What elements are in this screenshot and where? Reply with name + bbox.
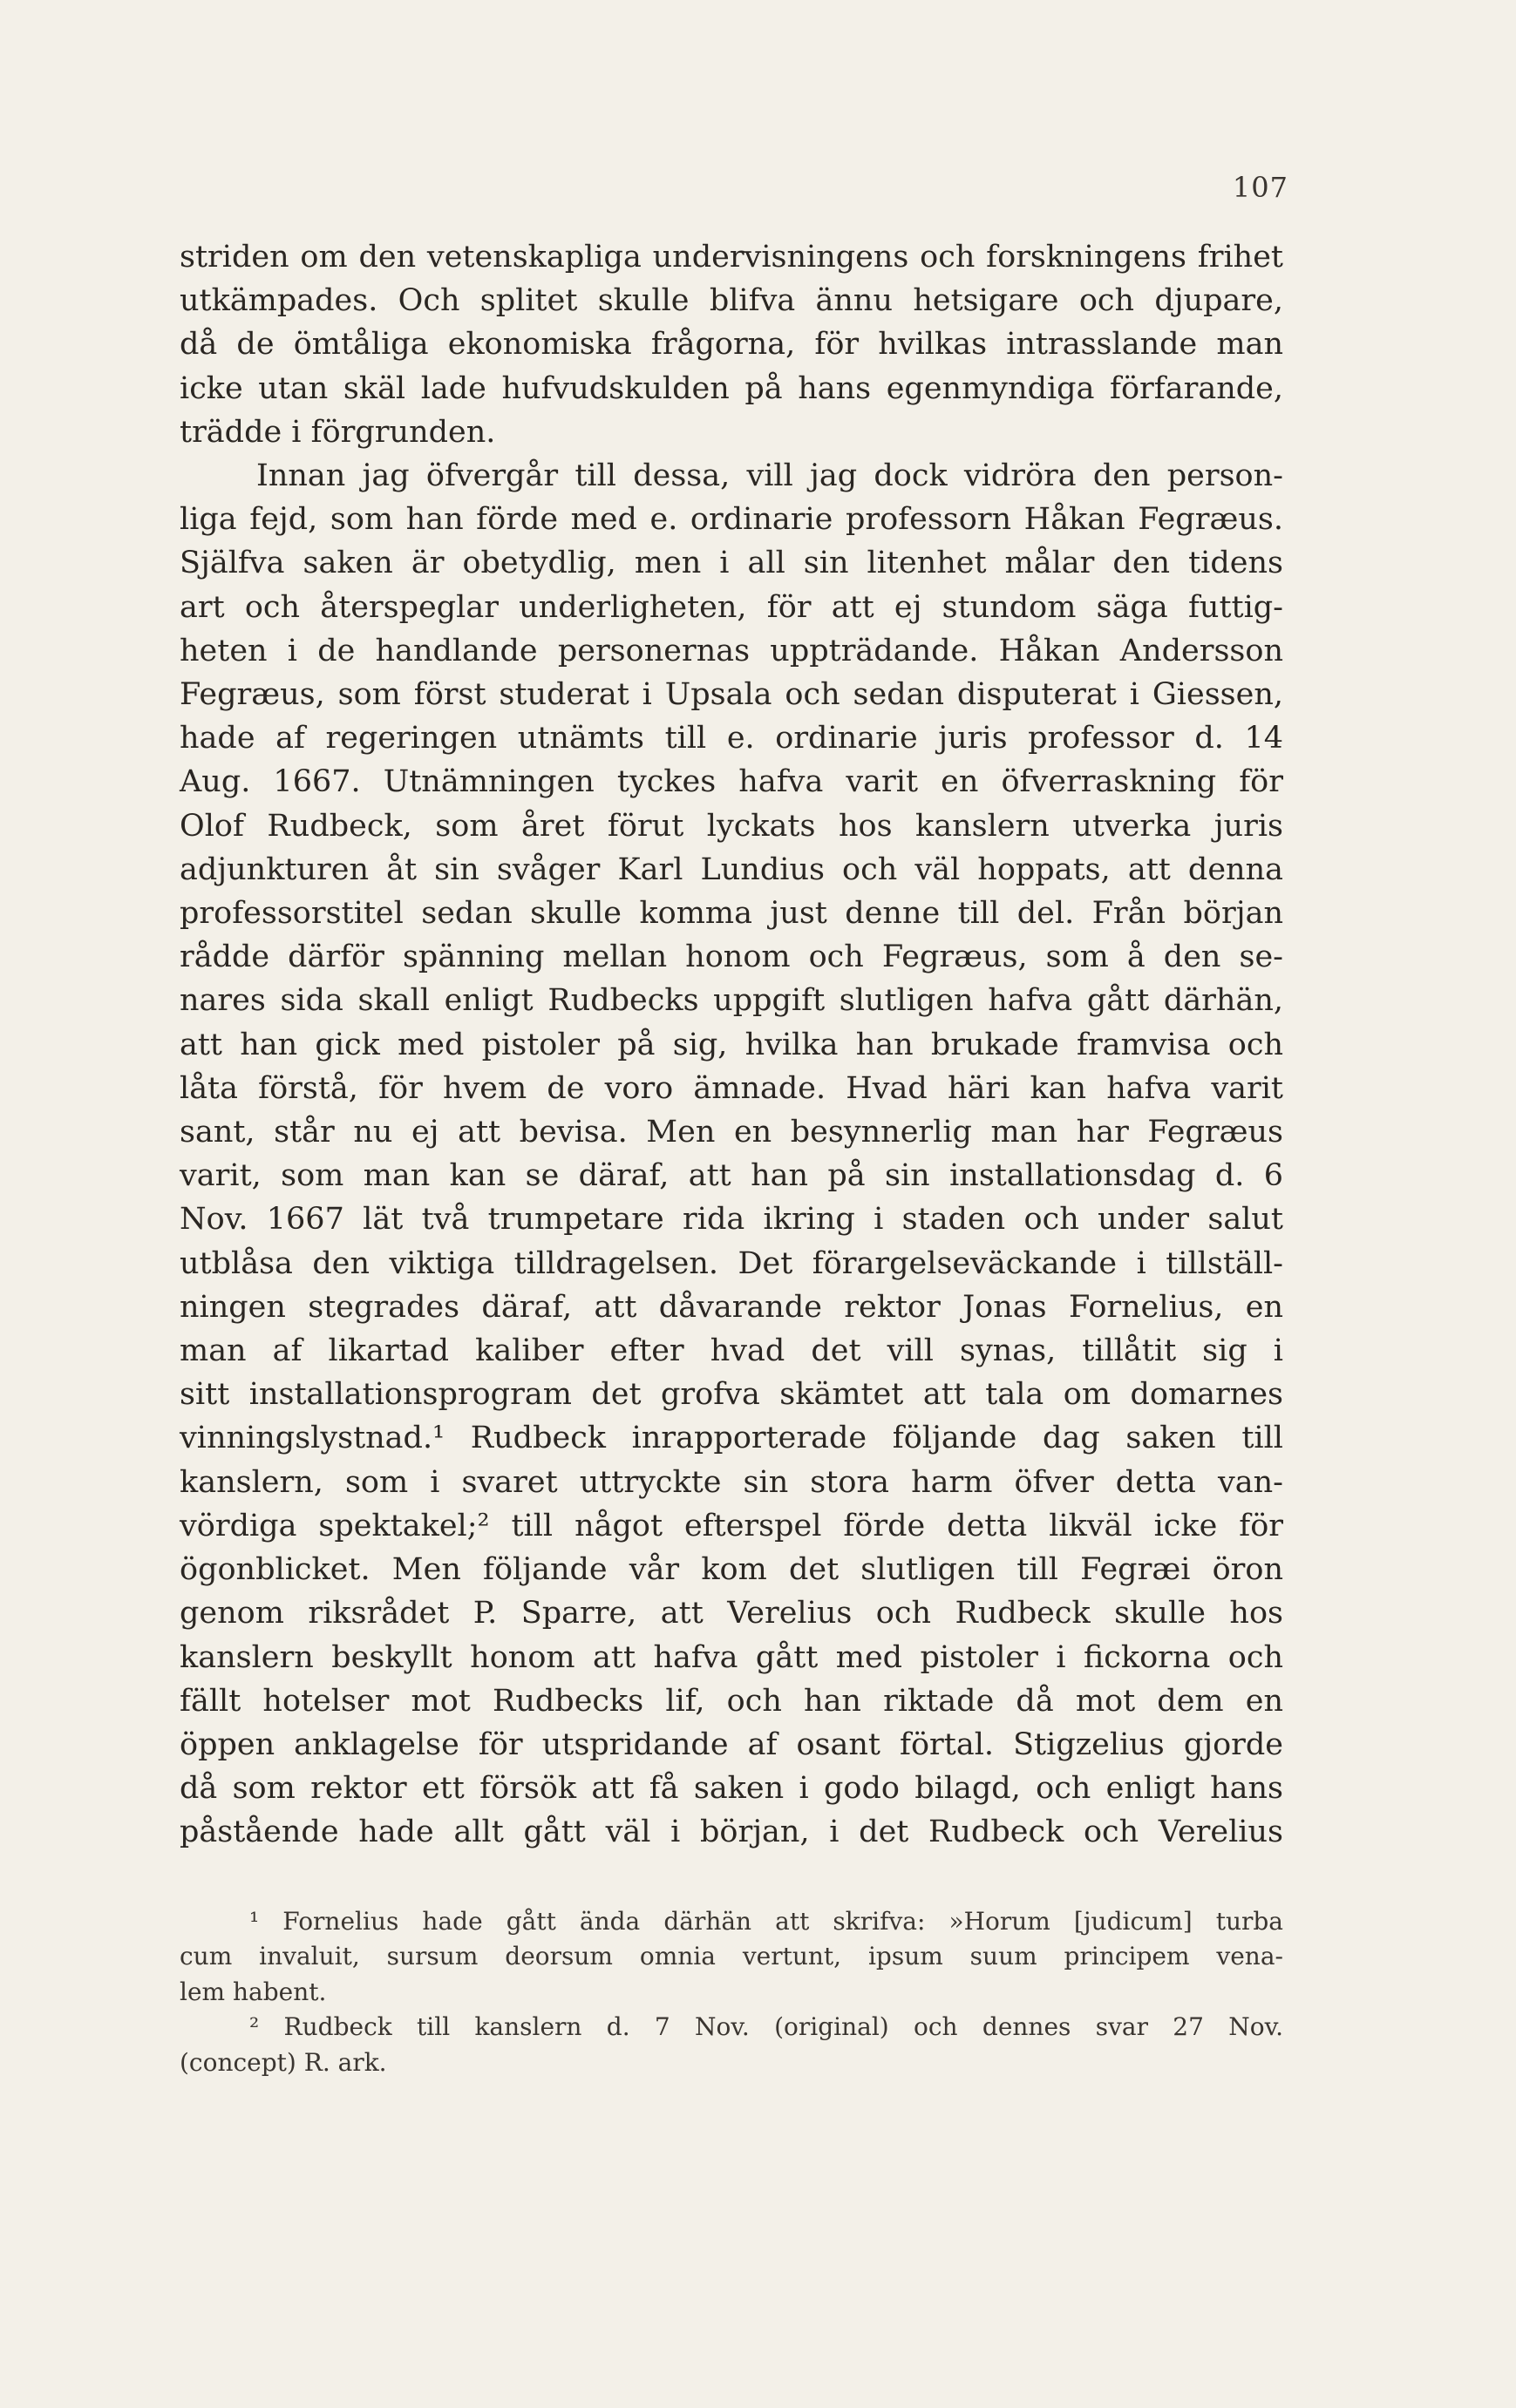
text-line: ögonblicket. Men följande vår kom det slutligen till Fegræi öron xyxy=(180,1552,1283,1588)
text-line: Innan jag öfvergår till dessa, vill jag dock vidröra den person- xyxy=(256,458,1283,494)
footnote-line: ² Rudbeck till kanslern d. 7 Nov. (original) och dennes svar 27 Nov. xyxy=(249,2012,1283,2042)
text-line: då de ömtåliga ekonomiska frågorna, för hvilkas intrasslande man xyxy=(180,327,1283,363)
text-line: Aug. 1667. Utnämningen tyckes hafva varit en öfverraskning för xyxy=(180,764,1283,800)
text-line: öppen anklagelse för utspridande af osant förtal. Stigzelius gjorde xyxy=(180,1726,1283,1762)
text-line: art och återspeglar underligheten, för att ej stundom säga futtig- xyxy=(180,589,1283,625)
footnote-line: (concept) R. ark. xyxy=(180,2047,387,2077)
text-line: att han gick med pistoler på sig, hvilka han brukade framvisa och xyxy=(180,1027,1283,1062)
text-line: Olof Rudbeck, som året förut lyckats hos kanslern utverka juris xyxy=(180,808,1283,844)
text-line: påstående hade allt gått väl i början, i det Rudbeck och Verelius xyxy=(180,1814,1283,1850)
text-line: man af likartad kaliber efter hvad det vill synas, tillåtit sig i xyxy=(180,1333,1283,1369)
text-line: Fegræus, som först studerat i Upsala och sedan disputerat i Giessen, xyxy=(180,677,1283,713)
text-line: Själfva saken är obetydlig, men i all sin litenhet målar den tidens xyxy=(180,546,1283,581)
text-line: nares sida skall enligt Rudbecks uppgift slutligen hafva gått därhän, xyxy=(180,983,1283,1019)
text-line: Nov. 1667 lät två trumpetare rida ikring i staden och under salut xyxy=(180,1202,1283,1238)
text-line: utkämpades. Och splitet skulle blifva ännu hetsigare och djupare, xyxy=(180,283,1283,319)
text-line: hade af regeringen utnämts till e. ordinarie juris professor d. 14 xyxy=(180,721,1283,756)
footnote-line: ¹ Fornelius hade gått ända därhän att skrifva: »Horum [judicum] turba xyxy=(249,1907,1283,1936)
text-line: varit, som man kan se däraf, att han på sin installationsdag d. 6 xyxy=(180,1158,1283,1194)
text-line: kanslern beskyllt honom att hafva gått med pistoler i fickorna och xyxy=(180,1639,1283,1675)
text-line: icke utan skäl lade hufvudskulden på hans egenmyndiga förfarande, xyxy=(180,370,1283,406)
text-line: striden om den vetenskapliga undervisningens och forskningens frihet xyxy=(180,240,1283,275)
text-line: då som rektor ett försök att få saken i godo bilagd, och enligt hans xyxy=(180,1771,1283,1807)
page-number: 107 xyxy=(1232,171,1288,204)
text-line: genom riksrådet P. Sparre, att Verelius och Rudbeck skulle hos xyxy=(180,1596,1283,1631)
text-line: sant, står nu ej att bevisa. Men en besynnerlig man har Fegræus xyxy=(180,1115,1283,1150)
text-line: ningen stegrades däraf, att dåvarande rektor Jonas Fornelius, en xyxy=(180,1289,1283,1325)
text-line: utblåsa den viktiga tilldragelsen. Det förargelseväckande i tillställ- xyxy=(180,1245,1283,1281)
text-line: låta förstå, för hvem de voro ämnade. Hvad häri kan hafva varit xyxy=(180,1070,1283,1106)
footnote-line: lem habent. xyxy=(180,1977,327,2006)
text-line: kanslern, som i svaret uttryckte sin stora harm öfver detta van- xyxy=(180,1464,1283,1500)
text-line: heten i de handlande personernas uppträdande. Håkan Andersson xyxy=(180,633,1283,668)
footnotes xyxy=(180,1904,1283,2080)
text-line: sitt installationsprogram det grofva skämtet att tala om domarnes xyxy=(180,1377,1283,1413)
text-line: vördiga spektakel;² till något efterspel förde detta likväl icke för xyxy=(180,1508,1283,1543)
text-line: fällt hotelser mot Rudbecks lif, och han riktade då mot dem en xyxy=(180,1683,1283,1719)
footnote-line: cum invaluit, sursum deorsum omnia vertunt, ipsum suum principem vena- xyxy=(180,1942,1283,1971)
text-line: adjunkturen åt sin svåger Karl Lundius och väl hoppats, att denna xyxy=(180,851,1283,887)
body-text xyxy=(180,235,1283,1855)
text-line: professorstitel sedan skulle komma just denne till del. Från början xyxy=(180,896,1283,932)
text-line: trädde i förgrunden. xyxy=(180,414,496,450)
text-line: liga fejd, som han förde med e. ordinarie professorn Håkan Fegræus. xyxy=(180,502,1283,538)
text-line: vinningslystnad.¹ Rudbeck inrapporterade följande dag saken till xyxy=(180,1421,1283,1456)
text-line: rådde därför spänning mellan honom och Fegræus, som å den se- xyxy=(180,939,1283,975)
